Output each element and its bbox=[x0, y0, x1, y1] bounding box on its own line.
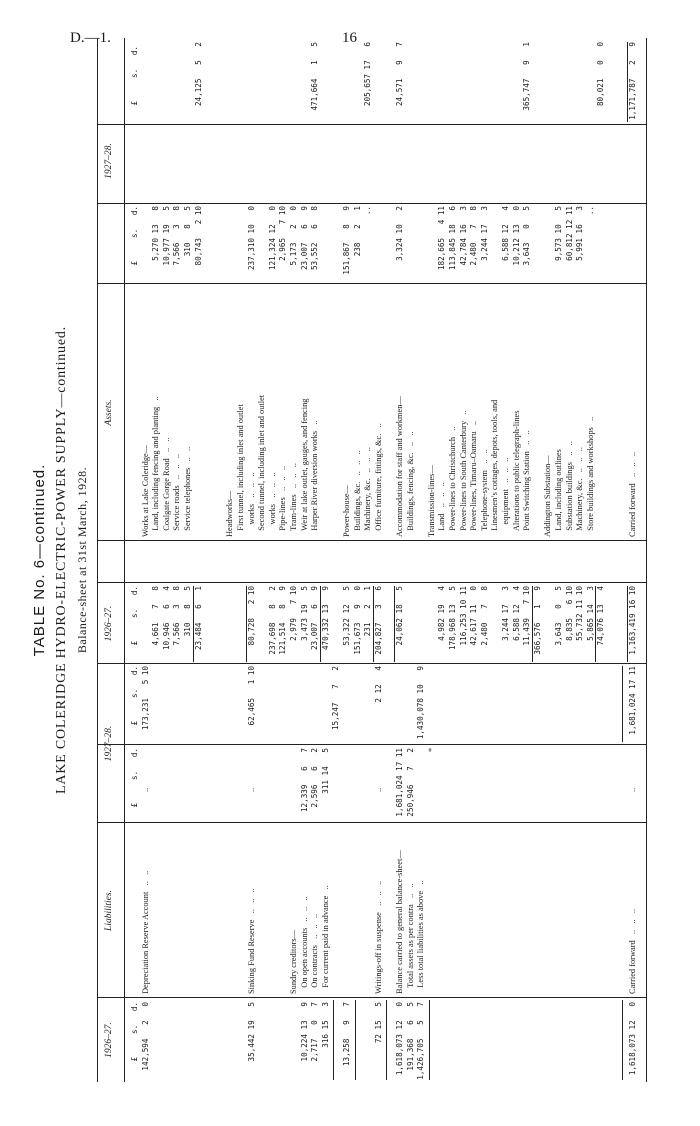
asset-cur-inner-value: 42,784 16 3 bbox=[458, 206, 468, 266]
sum-rule bbox=[193, 586, 194, 662]
asset-cur-inner-value: .. bbox=[585, 206, 595, 216]
liab-cur-inner-value: 311 14 5 bbox=[320, 748, 330, 794]
sum-rule bbox=[373, 586, 374, 662]
balance-sheet-table bbox=[31, 30, 655, 1090]
liab-cur-outer-value: 1,430,078 10 9 bbox=[416, 666, 426, 740]
footnote-mark: * bbox=[426, 747, 436, 752]
lsd-header: £ s. d. bbox=[130, 46, 139, 106]
dots: .. bbox=[140, 787, 150, 792]
liability-line: Less total liabilities as above .. bbox=[416, 880, 426, 994]
asset-line: Service roads .. .. .. bbox=[172, 453, 182, 537]
liability-line: Writings-off in suspense .. .. .. bbox=[373, 880, 383, 994]
page-ref: D.—1. bbox=[70, 30, 111, 46]
asset-prev-value: 5,865 14 3 bbox=[585, 586, 595, 641]
liability-line: Sinking Fund Reserve .. .. .. bbox=[246, 888, 256, 994]
header-liab-prev-year: 1926–27. bbox=[104, 1022, 114, 1058]
asset-line: Land, including fencing and planting .. bbox=[151, 396, 161, 537]
sum-rule bbox=[394, 586, 395, 662]
asset-line: Weir at lake outlet, gauges, and fencing bbox=[299, 398, 309, 537]
asset-prev-value: 53,322 12 5 bbox=[342, 586, 351, 646]
asset-prev-value: 80,728 2 10 bbox=[246, 586, 256, 646]
asset-cur-inner-value: 7,566 3 8 bbox=[172, 206, 182, 266]
asset-prev-value: 116,253 10 11 bbox=[458, 586, 468, 646]
liability-line: Carried forward .. .. .. bbox=[628, 908, 638, 994]
asset-prev-value: 55,732 11 10 bbox=[575, 586, 585, 641]
asset-prev-value: 366,576 1 9 bbox=[532, 586, 542, 655]
sum-rule bbox=[246, 586, 247, 662]
asset-prev-value: 10,946 6 4 bbox=[161, 586, 171, 651]
sum-rule bbox=[333, 1000, 334, 1080]
liab-prev-value: 191,368 6 5 bbox=[405, 1002, 415, 1071]
sum-rule bbox=[622, 666, 623, 742]
header-liabilities: Liabilities. bbox=[104, 890, 114, 931]
liab-prev-value: 1,618,073 12 0 bbox=[628, 1002, 638, 1076]
asset-cur-inner-value: 3,643 0 5 bbox=[522, 206, 532, 266]
asset-prev-value: 151,673 9 0 bbox=[352, 586, 362, 655]
asset-cur-inner-value: 53,552 6 8 bbox=[310, 206, 320, 271]
asset-prev-value: 1,163,419 16 10 bbox=[628, 586, 638, 655]
asset-line: Store buildings and workshops .. bbox=[585, 416, 595, 537]
asset-prev-value: 231 2 1 bbox=[363, 586, 373, 637]
asset-cur-inner-value: 310 8 5 bbox=[183, 206, 192, 257]
asset-cur-inner-value: 2,480 7 8 bbox=[469, 206, 479, 266]
asset-cur-outer-value: 205,657 17 6 bbox=[363, 42, 373, 107]
liability-line: Total assets as per contra .. .. bbox=[405, 883, 415, 994]
asset-cur-inner-value: 23,007 6 9 bbox=[299, 206, 309, 271]
asset-line: Telephone-system .. .. bbox=[479, 449, 489, 537]
asset-prev-value: 237,698 8 2 bbox=[267, 586, 277, 655]
asset-prev-value: 3,473 19 5 bbox=[299, 586, 309, 641]
lsd-header: £ s. d. bbox=[130, 206, 139, 266]
asset-cur-inner-value: 5,270 13 8 bbox=[151, 206, 161, 261]
asset-line: Harper River diversion works .. bbox=[310, 420, 320, 537]
asset-prev-value: 23,484 6 1 bbox=[193, 586, 203, 651]
sum-rule bbox=[627, 586, 628, 662]
sum-rule bbox=[386, 1000, 387, 1080]
asset-cur-inner-value: 182,665 4 11 bbox=[437, 206, 447, 271]
sum-rule bbox=[355, 1000, 356, 1080]
lsd-header: £ s. d. bbox=[130, 748, 139, 808]
asset-cur-inner-value: 5,991 16 3 bbox=[575, 206, 585, 261]
liability-line: On contracts .. .. .. bbox=[310, 913, 320, 994]
asset-line: Power-lines to South Canterbury .. bbox=[458, 410, 468, 537]
dots: .. bbox=[373, 787, 383, 792]
asset-cur-inner-value: 9,573 10 5 bbox=[554, 206, 563, 261]
liability-line: Depreciation Reserve Account .. .. bbox=[140, 870, 150, 994]
asset-line: Second tunnel, including inlet and outlet bbox=[257, 394, 267, 537]
asset-line: Power-lines, Timaru–Oamaru .. bbox=[469, 420, 479, 537]
liab-prev-value: 142,594 2 0 bbox=[140, 1002, 150, 1071]
asset-cur-inner-value: 3,324 10 2 bbox=[395, 206, 404, 261]
liab-cur-outer-value: 15,247 7 2 bbox=[331, 666, 341, 731]
lsd-header: £ s. d. bbox=[130, 666, 139, 726]
asset-prev-value: 11,439 7 10 bbox=[522, 586, 532, 646]
asset-line: Coalgate Gorge Road .. .. bbox=[161, 437, 171, 537]
asset-prev-value: 204,827 3 6 bbox=[373, 586, 383, 655]
asset-prev-value: 23,007 6 9 bbox=[310, 586, 320, 651]
asset-line: Carried forward .. .. .. bbox=[628, 451, 638, 537]
asset-line: Buildings, fencing, &c. .. .. bbox=[405, 431, 415, 537]
asset-line: works .. .. .. bbox=[267, 472, 277, 537]
liab-cur-inner-value: 250,946 7 2 bbox=[405, 748, 415, 817]
asset-line: Point Switching Station .. .. bbox=[522, 430, 532, 537]
asset-line: Accommodation for staff and workmen— bbox=[395, 396, 404, 537]
sum-rule bbox=[595, 586, 596, 662]
asset-line: Buildings, &c. .. .. .. bbox=[352, 450, 362, 537]
sum-rule bbox=[622, 1000, 623, 1080]
liab-cur-outer-value: 1,681,024 17 11 bbox=[628, 666, 638, 735]
asset-prev-value: 8,835 6 10 bbox=[564, 586, 574, 641]
asset-line: equipment .. .. .. bbox=[501, 457, 510, 537]
ledger-grid bbox=[97, 38, 647, 1082]
liab-cur-inner-value: 1,681,024 17 11 bbox=[395, 748, 404, 817]
asset-cur-inner-value: 60,812 12 11 bbox=[564, 206, 574, 261]
liab-prev-value: 10,224 13 9 bbox=[299, 1002, 309, 1062]
asset-cur-inner-value: 2,965 7 10 bbox=[278, 206, 288, 261]
asset-cur-inner-value: 3,244 17 3 bbox=[479, 206, 489, 261]
asset-line: Works at Lake Coleridge— bbox=[140, 444, 150, 537]
liability-line: For current paid in advance .. bbox=[320, 885, 330, 994]
asset-prev-value: 2,480 7 8 bbox=[479, 586, 489, 646]
asset-cur-inner-value: 80,743 2 10 bbox=[193, 206, 203, 266]
asset-prev-value: 42,617 11 0 bbox=[469, 586, 479, 646]
asset-line: Machinery, &c. .. .. .. bbox=[363, 447, 373, 537]
asset-prev-value: 4,661 7 8 bbox=[151, 586, 161, 646]
liab-cur-outer-value: 62,465 1 10 bbox=[246, 666, 256, 726]
asset-line: Office furniture, fittings, &c. .. bbox=[373, 423, 383, 537]
asset-cur-inner-value: 10,212 13 0 bbox=[511, 206, 521, 266]
asset-prev-value: 6,588 12 4 bbox=[511, 586, 521, 641]
asset-cur-outer-value: 1,171,787 2 9 bbox=[628, 42, 638, 120]
liability-line: On open accounts .. .. .. bbox=[299, 896, 309, 994]
asset-cur-inner-value: 121,324 12 0 bbox=[267, 206, 277, 271]
asset-cur-outer-value: 471,664 1 5 bbox=[310, 42, 320, 111]
asset-line: Linesmen’s cottages, depots, tools, and bbox=[490, 399, 500, 537]
asset-cur-inner-value: 238 2 1 bbox=[352, 206, 362, 257]
header-assets: Assets. bbox=[104, 399, 114, 426]
asset-cur-inner-value: 151,867 8 9 bbox=[342, 206, 351, 275]
liability-line: Sundry creditors— bbox=[289, 930, 298, 994]
liab-prev-value: 35,442 19 5 bbox=[246, 1002, 256, 1062]
asset-prev-value: 178,968 13 5 bbox=[448, 586, 457, 651]
asset-line: Substation buildings .. .. bbox=[564, 441, 574, 537]
liab-prev-value: 1,618,073 12 0 bbox=[395, 1002, 404, 1076]
liab-cur-inner-value: 2,596 6 2 bbox=[310, 748, 320, 808]
liability-line: Balance carried to general balance-sheet— bbox=[395, 850, 404, 994]
asset-cur-inner-value: 237,310 10 0 bbox=[246, 206, 256, 271]
liab-cur-outer-value: 2 12 4 bbox=[373, 666, 383, 703]
sum-rule bbox=[532, 586, 533, 662]
asset-prev-value: 2,979 7 10 bbox=[289, 586, 298, 641]
liab-prev-value: 72 15 5 bbox=[373, 1002, 383, 1044]
liab-cur-outer-value: 173,231 5 10 bbox=[140, 666, 150, 731]
asset-prev-value: 7,566 3 8 bbox=[172, 586, 182, 646]
sum-rule bbox=[320, 586, 321, 662]
asset-cur-outer-value: 24,571 9 7 bbox=[395, 42, 404, 107]
asset-prev-value: 3,244 17 3 bbox=[501, 586, 510, 641]
asset-prev-value: 24,062 18 5 bbox=[395, 586, 404, 646]
asset-cur-outer-value: 80,021 0 0 bbox=[596, 42, 606, 107]
sum-rule bbox=[429, 1000, 430, 1080]
asset-prev-value: 4,982 19 4 bbox=[437, 586, 447, 641]
liab-prev-value: 13,258 9 7 bbox=[342, 1002, 351, 1067]
liab-prev-value: 2,717 0 7 bbox=[310, 1002, 320, 1062]
lsd-header: £ s. d. bbox=[130, 586, 139, 646]
asset-line: First tunnel, including inlet and outlet bbox=[236, 404, 245, 537]
dots: .. bbox=[246, 787, 256, 792]
asset-line: Headworks— bbox=[225, 490, 235, 537]
table-number: TABLE No. 6—continued. bbox=[31, 463, 48, 657]
header-liab-cur-year: 1927–28. bbox=[104, 725, 114, 762]
asset-line: Alterations to public telegraph-lines bbox=[511, 410, 521, 537]
header-asset-prev-year: 1926–27. bbox=[104, 605, 114, 642]
asset-cur-inner-value: 6,588 12 4 bbox=[501, 206, 510, 261]
asset-line: Power-lines to Christchurch .. bbox=[448, 426, 457, 537]
asset-line: works .. .. .. bbox=[246, 472, 256, 537]
asset-prev-value: 310 8 5 bbox=[183, 586, 192, 637]
sum-rule bbox=[627, 42, 628, 122]
asset-line: Machinery, &c. .. .. .. bbox=[575, 447, 585, 537]
asset-cur-inner-value: 10,977 19 5 bbox=[161, 206, 171, 266]
asset-cur-outer-value: 24,125 5 2 bbox=[193, 42, 203, 107]
asset-line: Land, including outlines bbox=[554, 449, 563, 537]
asset-cur-inner-value: 5,173 2 0 bbox=[289, 206, 298, 266]
asset-prev-value: 3,643 0 5 bbox=[554, 586, 563, 646]
asset-line: Pipe-lines .. .. .. bbox=[278, 465, 288, 537]
asset-cur-inner-value: 113,845 18 6 bbox=[448, 206, 457, 271]
liab-cur-inner-value: 12,339 6 7 bbox=[299, 748, 309, 813]
asset-prev-value: 121,514 8 9 bbox=[278, 586, 288, 655]
table-title: LAKE COLERIDGE HYDRO-ELECTRIC-POWER SUPPLY—continued. bbox=[54, 326, 69, 794]
asset-prev-value: 470,332 13 9 bbox=[320, 586, 330, 651]
asset-prev-value: 74,076 13 4 bbox=[596, 586, 606, 646]
asset-line: Service telephones .. .. bbox=[183, 446, 192, 537]
asset-line: Transmission-lines— bbox=[426, 465, 436, 537]
asset-cur-inner-value: .. bbox=[363, 206, 373, 216]
asset-cur-outer-value: 365,747 9 1 bbox=[522, 42, 532, 111]
liab-prev-value: 1,426,705 5 7 bbox=[416, 1002, 426, 1080]
asset-line: Tram-lines .. .. .. bbox=[289, 463, 298, 537]
asset-line: Addington Substation— bbox=[543, 455, 553, 537]
header-asset-cur-year: 1927–28. bbox=[104, 143, 114, 179]
dots: .. bbox=[628, 787, 638, 792]
liab-prev-value: 316 15 3 bbox=[320, 1002, 330, 1048]
table-subtitle: Balance-sheet at 31st March, 1928. bbox=[75, 466, 89, 654]
page-number: 16 bbox=[342, 30, 357, 46]
asset-line: Land .. .. .. bbox=[437, 482, 447, 537]
asset-line: Power-house— bbox=[342, 485, 351, 537]
lsd-header: £ s. d. bbox=[130, 1002, 139, 1062]
